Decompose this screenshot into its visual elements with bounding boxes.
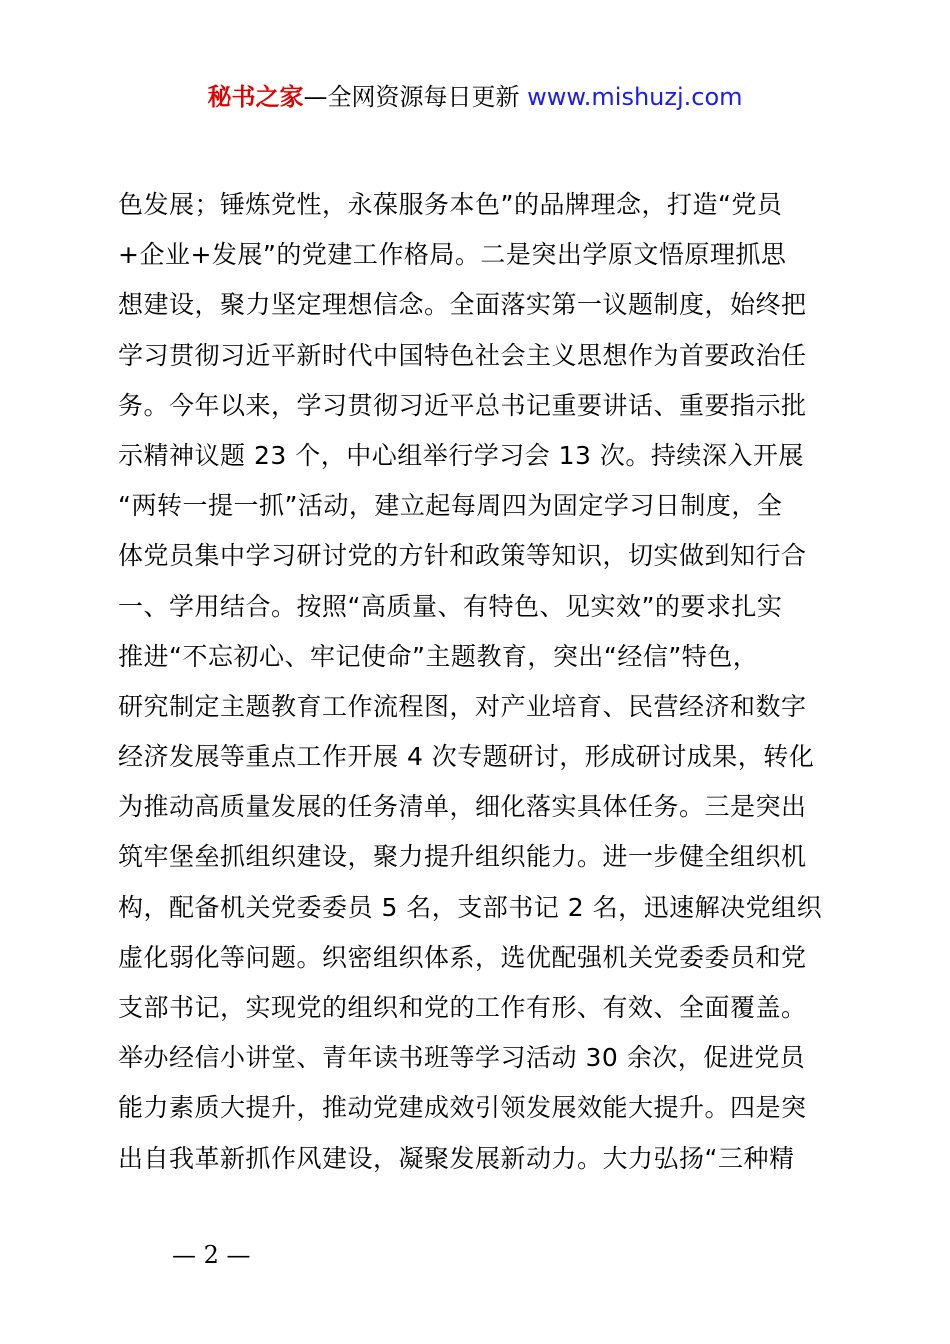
page-header [0, 80, 950, 114]
body-line: +企业+发展”的党建工作格局。二是突出学原文悟原理抓思 [118, 240, 787, 270]
body-line: “两转一提一抓”活动，建立起每周四为固定学习日制度，全 [118, 491, 783, 521]
body-line: 能力素质大提升，推动党建成效引领发展效能大提升。四是突 [118, 1093, 807, 1123]
body-line: 示精神议题 23 个，中心组举行学习会 13 次。持续深入开展 [118, 440, 804, 470]
body-line: 色发展；锤炼党性，永葆服务本色”的品牌理念，打造“党员 [118, 190, 783, 219]
body-line: 想建设，聚力坚定理想信念。全面落实第一议题制度，始终把 [118, 290, 807, 320]
body-line: 出自我革新抓作风建设，凝聚发展新动力。大力弘扬“三种精 [118, 1143, 795, 1173]
body-line: 一、学用结合。按照“高质量、有特色、见实效”的要求扎实 [118, 591, 783, 621]
body-line: 为推动高质量发展的任务清单，细化落实具体任务。三是突出 [118, 792, 807, 822]
header-dash: — [303, 83, 328, 111]
body-line: 虚化弱化等问题。织密组织体系，选优配强机关党委委员和党 [118, 942, 807, 972]
body-line: 支部书记，实现党的组织和党的工作有形、有效、全面覆盖。 [118, 993, 807, 1022]
brand-name: 秘书之家 [207, 83, 304, 111]
body-line: 体党员集中学习研讨党的方针和政策等知识，切实做到知行合 [118, 541, 807, 571]
body-line: 推进“不忘初心、牢记使命”主题教育，突出“经信”特色， [118, 641, 759, 671]
body-line: 筑牢堡垒抓组织建设，聚力提升组织能力。进一步健全组织机 [118, 842, 807, 872]
body-line: 研究制定主题教育工作流程图，对产业培育、民营经济和数字 [118, 691, 807, 721]
document-body [118, 180, 838, 1184]
body-line: 务。今年以来，学习贯彻习近平总书记重要讲话、重要指示批 [118, 390, 807, 420]
header-tagline: 全网资源每日更新 [327, 83, 528, 111]
site-link[interactable]: www.mishuzj.com [527, 83, 743, 111]
body-line: 经济发展等重点工作开展 4 次专题研讨，形成研讨成果，转化 [118, 742, 815, 772]
body-line: 举办经信小讲堂、青年读书班等学习活动 30 余次，促进党员 [118, 1043, 806, 1073]
body-line: 学习贯彻习近平新时代中国特色社会主义思想作为首要政治任 [118, 340, 807, 370]
body-line: 构，配备机关党委委员 5 名，支部书记 2 名，迅速解决党组织 [118, 892, 823, 922]
page-number: — 2 — [172, 1241, 251, 1269]
